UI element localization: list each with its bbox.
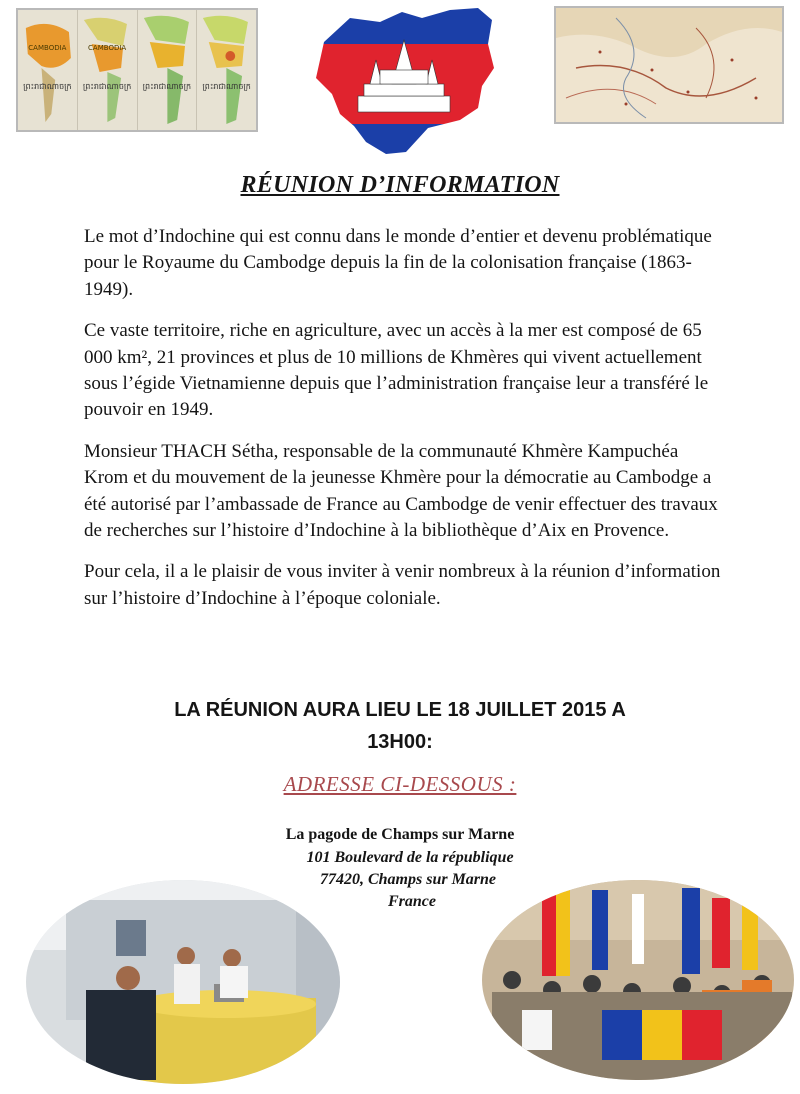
map-caption: ព្រះរាជាណាចក្រ [82, 82, 132, 91]
address-venue: La pagode de Champs sur Marne [285, 826, 515, 843]
cambodia-map-shape [18, 10, 77, 130]
paragraph: Ce vaste territoire, riche en agriculture, avec un accès à la mer est composé de 65 000 km², 21 provinces et plus de 10 millions de Khmères qui vivent actuellement sous l’égide Vietnamienne depuis que l’administration française leur a transféré le pouvoir en 1949. [84, 320, 709, 421]
map-tile [18, 10, 78, 130]
body-text [84, 224, 724, 627]
map-label: CAMBODIA [28, 44, 67, 52]
paragraph: Pour cela, il a le plaisir de vous inviter à venir nombreux à la réunion d’information sur l’histoire d’Indochine à l’époque coloniale. [84, 561, 721, 609]
map-caption: ព្រះរាជាណាចក្រ [23, 82, 72, 91]
meeting-photo [26, 880, 340, 1084]
address-country: France [388, 893, 436, 910]
cambodia-map-shape [138, 10, 197, 130]
map-tile [197, 10, 256, 130]
map-caption: ព្រះរាជាណាចក្រ [202, 82, 251, 91]
address-header: ADRESSE CI-DESSOUS : [283, 772, 517, 796]
demonstration-photo [482, 880, 794, 1080]
map-tile [78, 10, 138, 130]
meeting-date-line: LA RÉUNION AURA LIEU LE 18 JUILLET 2015 A [174, 699, 626, 721]
indochina-maps-image [16, 8, 258, 132]
cambodia-flag-map-image [310, 4, 498, 160]
old-indochina-map-image [554, 6, 784, 124]
cambodia-map-shape [197, 10, 256, 130]
address-street: 101 Boulevard de la république [306, 849, 514, 866]
page-title: RÉUNION D’INFORMATION [240, 172, 560, 198]
map-caption: ព្រះរាជាណាចក្រ [142, 82, 192, 91]
paragraph: Monsieur THACH Sétha, responsable de la communauté Khmère Kampuchéa Krom et du mouvement de la jeunesse Khmère pour la démocratie au Cambodge a été autorisé par l’ambassade de France au Cambodge de venir effectuer des travaux de recherches sur l’histoire d’Indochine à la bibliothèque d’Aix en Provence. [84, 440, 718, 542]
map-tile [138, 10, 198, 130]
map-label: CAMBODIA [88, 44, 127, 52]
meeting-announcement [100, 694, 700, 758]
meeting-time-line: 13H00: [367, 731, 433, 753]
address-city: 77420, Champs sur Marne [319, 871, 497, 888]
cambodia-map-shape [78, 10, 137, 130]
paragraph: Le mot d’Indochine qui est connu dans le monde d’entier et devenu problématique pour le Royaume du Cambodge depuis la fin de la colonisation française (1863-1949). [84, 226, 712, 300]
